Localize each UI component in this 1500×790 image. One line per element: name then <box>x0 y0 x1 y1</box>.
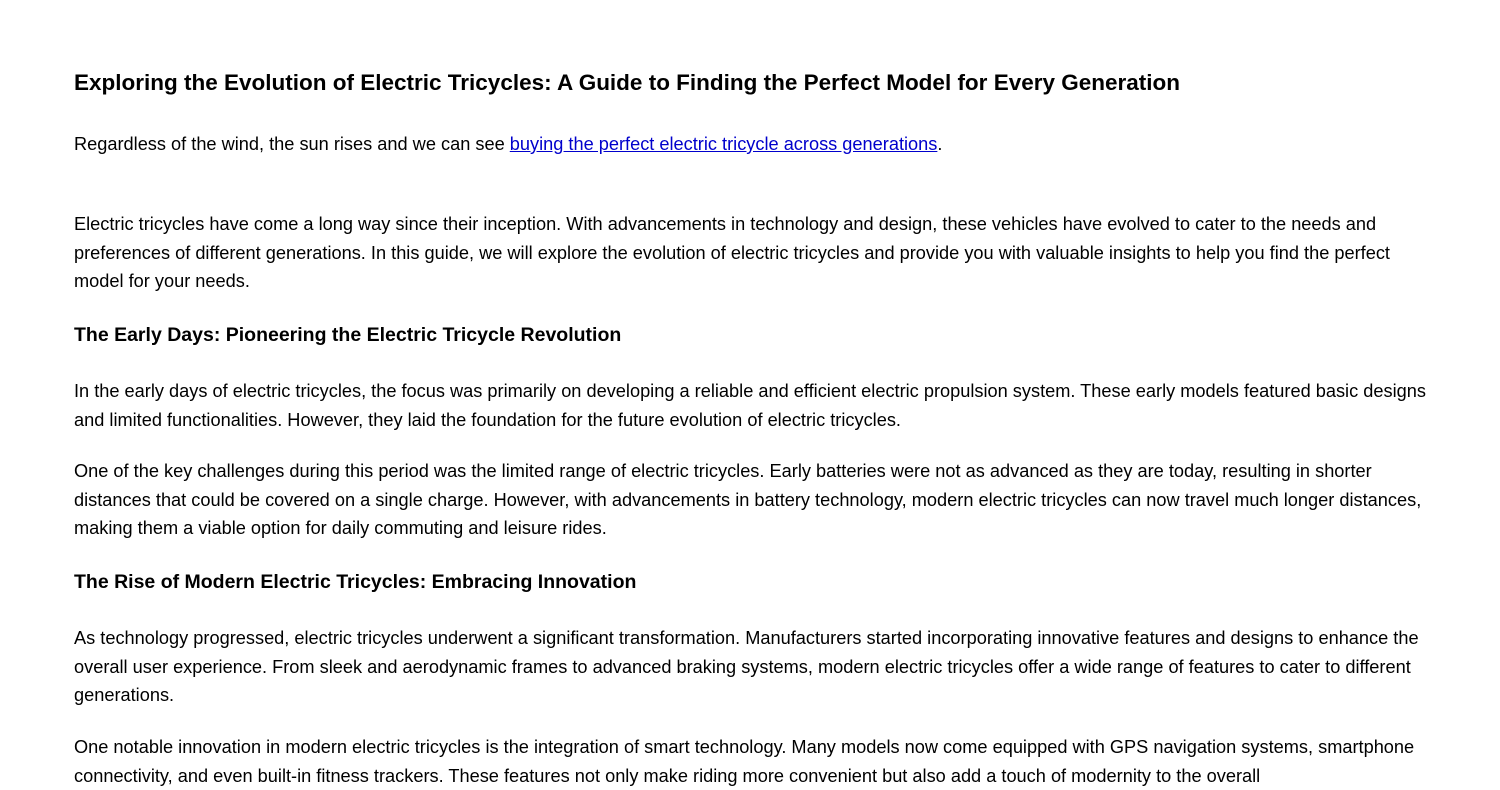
early-days-paragraph-2: One of the key challenges during this period was the limited range of electric tricycles. Early batteries were not as advanced as they are today, resulting in shorter distances that could be covered on a single charge. However, with advancements in battery technology, modern electric tricycles can now travel much longer distances, making them a viable option for daily commuting and leisure rides. <box>74 461 1422 538</box>
intro-text: Regardless of the wind, the sun rises and we can see <box>74 134 510 154</box>
section-heading-modern: The Rise of Modern Electric Tricycles: Embracing Innovation <box>74 571 637 593</box>
modern-paragraph-2: One notable innovation in modern electric tricycles is the integration of smart technology. Many models now come equipped with GPS navigation systems, smartphone connectivity, and even built-in fitness trackers. These features not only make riding more convenient but also add a touch of modernity to the overall <box>74 737 1415 786</box>
overview-paragraph: Electric tricycles have come a long way since their inception. With advancements in technology and design, these vehicles have evolved to cater to the needs and preferences of different generations. In this guide, we will explore the evolution of electric tricycles and provide you with valuable insights to help you find the perfect model for your needs. <box>74 214 1390 291</box>
modern-paragraph-1: As technology progressed, electric tricycles underwent a significant transformation. Manufacturers started incorporating innovative features and designs to enhance the overall user experience. From sleek and aerodynamic frames to advanced braking systems, modern electric tricycles offer a wide range of features to cater to different generations. <box>74 628 1419 705</box>
early-days-paragraph-1: In the early days of electric tricycles, the focus was primarily on developing a reliable and efficient electric propulsion system. These early models featured basic designs and limited functionalities. However, they laid the foundation for the future evolution of electric tricycles. <box>74 381 1426 430</box>
intro-period: . <box>937 134 943 154</box>
page-title: Exploring the Evolution of Electric Tricycles: A Guide to Finding the Perfect Model for Every Generation <box>74 70 1181 95</box>
section-heading-early-days: The Early Days: Pioneering the Electric Tricycle Revolution <box>74 324 622 346</box>
generations-link[interactable]: buying the perfect electric tricycle across generations <box>509 134 938 154</box>
intro-paragraph <box>74 130 1429 159</box>
